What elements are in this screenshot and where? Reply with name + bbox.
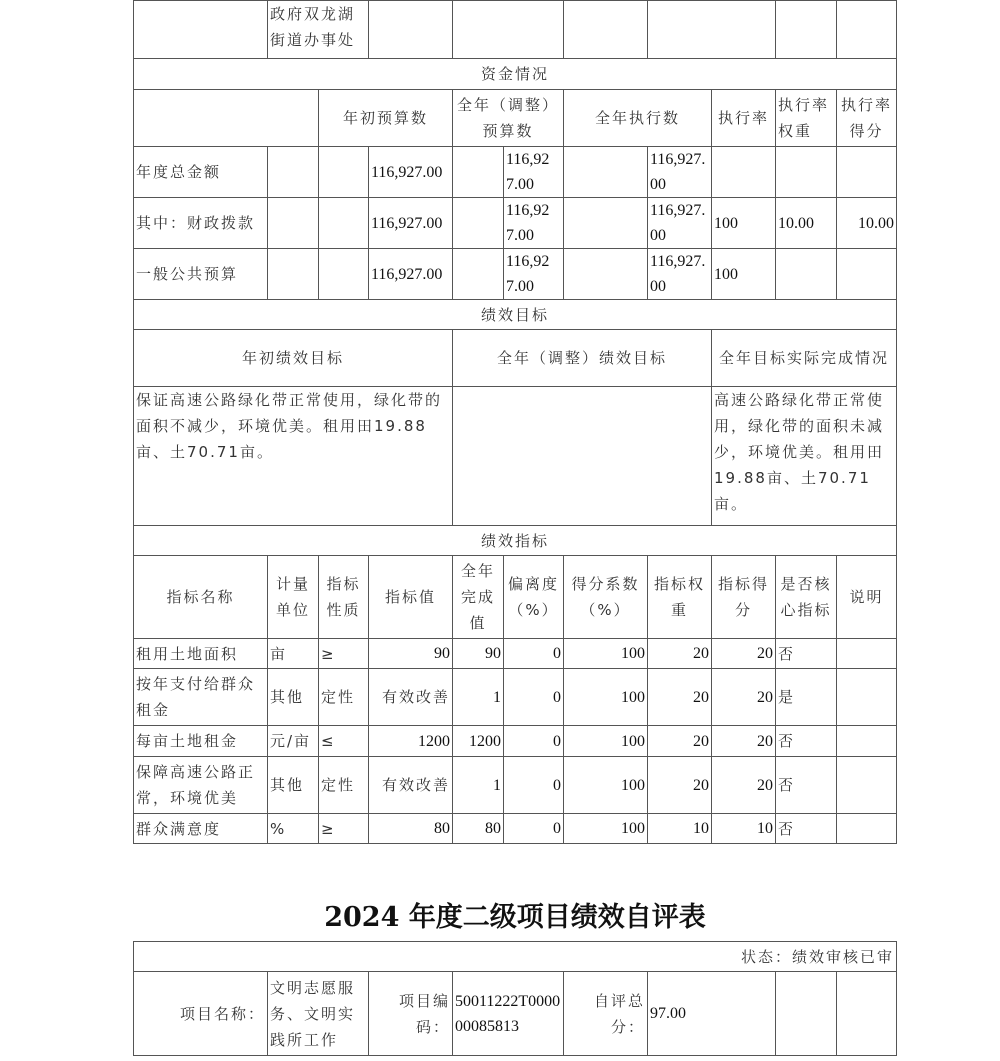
- indicator-row: [134, 726, 897, 757]
- indicators-section-title: 绩效指标: [134, 526, 897, 556]
- indicator-core: 否: [776, 757, 837, 814]
- indicator-core: 否: [776, 639, 837, 669]
- indicator-weight: 20: [648, 639, 712, 669]
- indicator-note: [837, 726, 897, 757]
- empty-cell: [134, 1, 268, 59]
- executed-value: 116,927.00: [648, 249, 712, 300]
- goals-header-row: [134, 330, 897, 387]
- indicator-score: 10: [712, 814, 776, 844]
- initial-budget-value: 116,927.00: [369, 147, 453, 198]
- empty-cell: [319, 198, 369, 249]
- funds-row: [134, 249, 897, 300]
- rate-weight-value: [776, 249, 837, 300]
- total-score-value: 97.00: [648, 972, 776, 1056]
- actual-goal-text: 高速公路绿化带正常使用，绿化带的面积未减少，环境优美。租用田19.88亩、土70.71亩。: [712, 387, 897, 526]
- funds-header-row: [134, 90, 897, 147]
- funds-section-title: 资金情况: [134, 59, 897, 90]
- initial-goal-text: 保证高速公路绿化带正常使用，绿化带的面积不减少，环境优美。租用田19.88亩、土70.71亩。: [134, 387, 453, 526]
- header-deviation: 偏离度（%）: [504, 556, 564, 639]
- indicator-coefficient: 100: [564, 669, 648, 726]
- empty-cell: [134, 90, 319, 147]
- indicator-completed: 1: [453, 669, 504, 726]
- funds-row: [134, 147, 897, 198]
- indicator-deviation: 0: [504, 669, 564, 726]
- indicator-name: 保障高速公路正常，环境优美: [134, 757, 268, 814]
- indicator-core: 否: [776, 814, 837, 844]
- empty-cell: [564, 198, 648, 249]
- indicators-header-row: [134, 556, 897, 639]
- indicator-weight: 20: [648, 757, 712, 814]
- indicator-core: 否: [776, 726, 837, 757]
- header-rate-weight: 执行率权重: [776, 90, 837, 147]
- indicator-coefficient: 100: [564, 639, 648, 669]
- rate-value: [712, 147, 776, 198]
- unit-row: [134, 1, 897, 59]
- indicator-value: 90: [369, 639, 453, 669]
- executed-value: 116,927.00: [648, 198, 712, 249]
- empty-cell: [369, 1, 453, 59]
- header-nature: 指标性质: [319, 556, 369, 639]
- project-name-value: 文明志愿服务、文明实践所工作: [268, 972, 369, 1056]
- indicator-deviation: 0: [504, 757, 564, 814]
- indicator-row: [134, 757, 897, 814]
- indicator-core: 是: [776, 669, 837, 726]
- goals-row: [134, 387, 897, 526]
- header-adjusted-goal: 全年（调整）绩效目标: [453, 330, 712, 387]
- empty-cell: [564, 1, 648, 59]
- initial-budget-value: 116,927.00: [369, 198, 453, 249]
- adjusted-goal-text: [453, 387, 712, 526]
- indicator-score: 20: [712, 757, 776, 814]
- header-unit: 计量单位: [268, 556, 319, 639]
- empty-cell: [319, 249, 369, 300]
- funds-row-label: 其中：财政拨款: [134, 198, 268, 249]
- second-form-table: [133, 941, 897, 1056]
- empty-cell: [564, 147, 648, 198]
- adjusted-budget-value: 116,927.00: [504, 147, 564, 198]
- header-execution: 全年执行数: [564, 90, 712, 147]
- project-code-label: 项目编码：: [369, 972, 453, 1056]
- indicator-weight: 10: [648, 814, 712, 844]
- indicator-unit: 亩: [268, 639, 319, 669]
- indicator-row: [134, 669, 897, 726]
- indicator-unit: 其他: [268, 757, 319, 814]
- empty-cell: [268, 198, 319, 249]
- indicator-row: [134, 639, 897, 669]
- indicator-score: 20: [712, 669, 776, 726]
- status-text: 状态：绩效审核已审: [134, 942, 897, 972]
- indicator-note: [837, 814, 897, 844]
- indicator-note: [837, 757, 897, 814]
- indicator-nature: ≤: [319, 726, 369, 757]
- project-info-row: [134, 972, 897, 1056]
- header-note: 说明: [837, 556, 897, 639]
- empty-cell: [564, 249, 648, 300]
- indicator-completed: 80: [453, 814, 504, 844]
- header-core: 是否核心指标: [776, 556, 837, 639]
- indicator-unit: %: [268, 814, 319, 844]
- empty-cell: [837, 1, 897, 59]
- indicator-name: 每亩土地租金: [134, 726, 268, 757]
- indicator-nature: ≥: [319, 639, 369, 669]
- indicator-nature: 定性: [319, 757, 369, 814]
- empty-cell: [453, 1, 564, 59]
- indicator-name: 按年支付给群众租金: [134, 669, 268, 726]
- header-coefficient: 得分系数（%）: [564, 556, 648, 639]
- second-form-title: 2024 年度二级项目绩效自评表: [324, 902, 706, 933]
- indicator-nature: ≥: [319, 814, 369, 844]
- rate-value: 100: [712, 249, 776, 300]
- indicator-score: 20: [712, 639, 776, 669]
- header-rate: 执行率: [712, 90, 776, 147]
- header-indicator-name: 指标名称: [134, 556, 268, 639]
- indicator-deviation: 0: [504, 814, 564, 844]
- initial-budget-value: 116,927.00: [369, 249, 453, 300]
- rate-value: 100: [712, 198, 776, 249]
- indicator-unit: 元/亩: [268, 726, 319, 757]
- indicator-score: 20: [712, 726, 776, 757]
- empty-cell: [453, 198, 504, 249]
- indicator-completed: 1: [453, 757, 504, 814]
- indicator-deviation: 0: [504, 726, 564, 757]
- project-code-value: 50011222T000000085813: [453, 972, 564, 1056]
- rate-weight-value: 10.00: [776, 198, 837, 249]
- header-initial-goal: 年初绩效目标: [134, 330, 453, 387]
- empty-cell: [776, 1, 837, 59]
- header-adjusted-budget: 全年（调整）预算数: [453, 90, 564, 147]
- adjusted-budget-value: 116,927.00: [504, 249, 564, 300]
- empty-cell: [268, 249, 319, 300]
- header-completed: 全年完成值: [453, 556, 504, 639]
- indicator-coefficient: 100: [564, 726, 648, 757]
- empty-cell: [453, 147, 504, 198]
- funds-row-label: 一般公共预算: [134, 249, 268, 300]
- indicator-weight: 20: [648, 669, 712, 726]
- rate-score-value: 10.00: [837, 198, 897, 249]
- indicator-note: [837, 639, 897, 669]
- empty-cell: [268, 147, 319, 198]
- goals-section-title: 绩效目标: [134, 300, 897, 330]
- empty-cell: [453, 249, 504, 300]
- empty-cell: [319, 147, 369, 198]
- indicator-value: 1200: [369, 726, 453, 757]
- indicator-value: 80: [369, 814, 453, 844]
- header-actual-goal: 全年目标实际完成情况: [712, 330, 897, 387]
- rate-score-value: [837, 147, 897, 198]
- total-score-label: 自评总分：: [564, 972, 648, 1056]
- indicator-value: 有效改善: [369, 757, 453, 814]
- indicator-deviation: 0: [504, 639, 564, 669]
- indicator-name: 租用土地面积: [134, 639, 268, 669]
- indicator-weight: 20: [648, 726, 712, 757]
- indicator-coefficient: 100: [564, 757, 648, 814]
- header-value: 指标值: [369, 556, 453, 639]
- header-initial-budget: 年初预算数: [319, 90, 453, 147]
- header-score: 指标得分: [712, 556, 776, 639]
- executed-value: 116,927.00: [648, 147, 712, 198]
- indicator-completed: 1200: [453, 726, 504, 757]
- indicator-name: 群众满意度: [134, 814, 268, 844]
- header-weight: 指标权重: [648, 556, 712, 639]
- indicator-note: [837, 669, 897, 726]
- funds-row-label: 年度总金额: [134, 147, 268, 198]
- unit-name-cell: 政府双龙湖街道办事处: [268, 1, 369, 59]
- empty-cell: [776, 972, 837, 1056]
- rate-weight-value: [776, 147, 837, 198]
- indicator-nature: 定性: [319, 669, 369, 726]
- performance-table: [133, 0, 897, 844]
- funds-row: [134, 198, 897, 249]
- rate-score-value: [837, 249, 897, 300]
- empty-cell: [837, 972, 897, 1056]
- empty-cell: [648, 1, 776, 59]
- indicator-coefficient: 100: [564, 814, 648, 844]
- indicator-value: 有效改善: [369, 669, 453, 726]
- adjusted-budget-value: 116,927.00: [504, 198, 564, 249]
- indicator-unit: 其他: [268, 669, 319, 726]
- indicator-completed: 90: [453, 639, 504, 669]
- project-name-label: 项目名称：: [134, 972, 268, 1056]
- indicator-row: [134, 814, 897, 844]
- header-rate-score: 执行率得分: [837, 90, 897, 147]
